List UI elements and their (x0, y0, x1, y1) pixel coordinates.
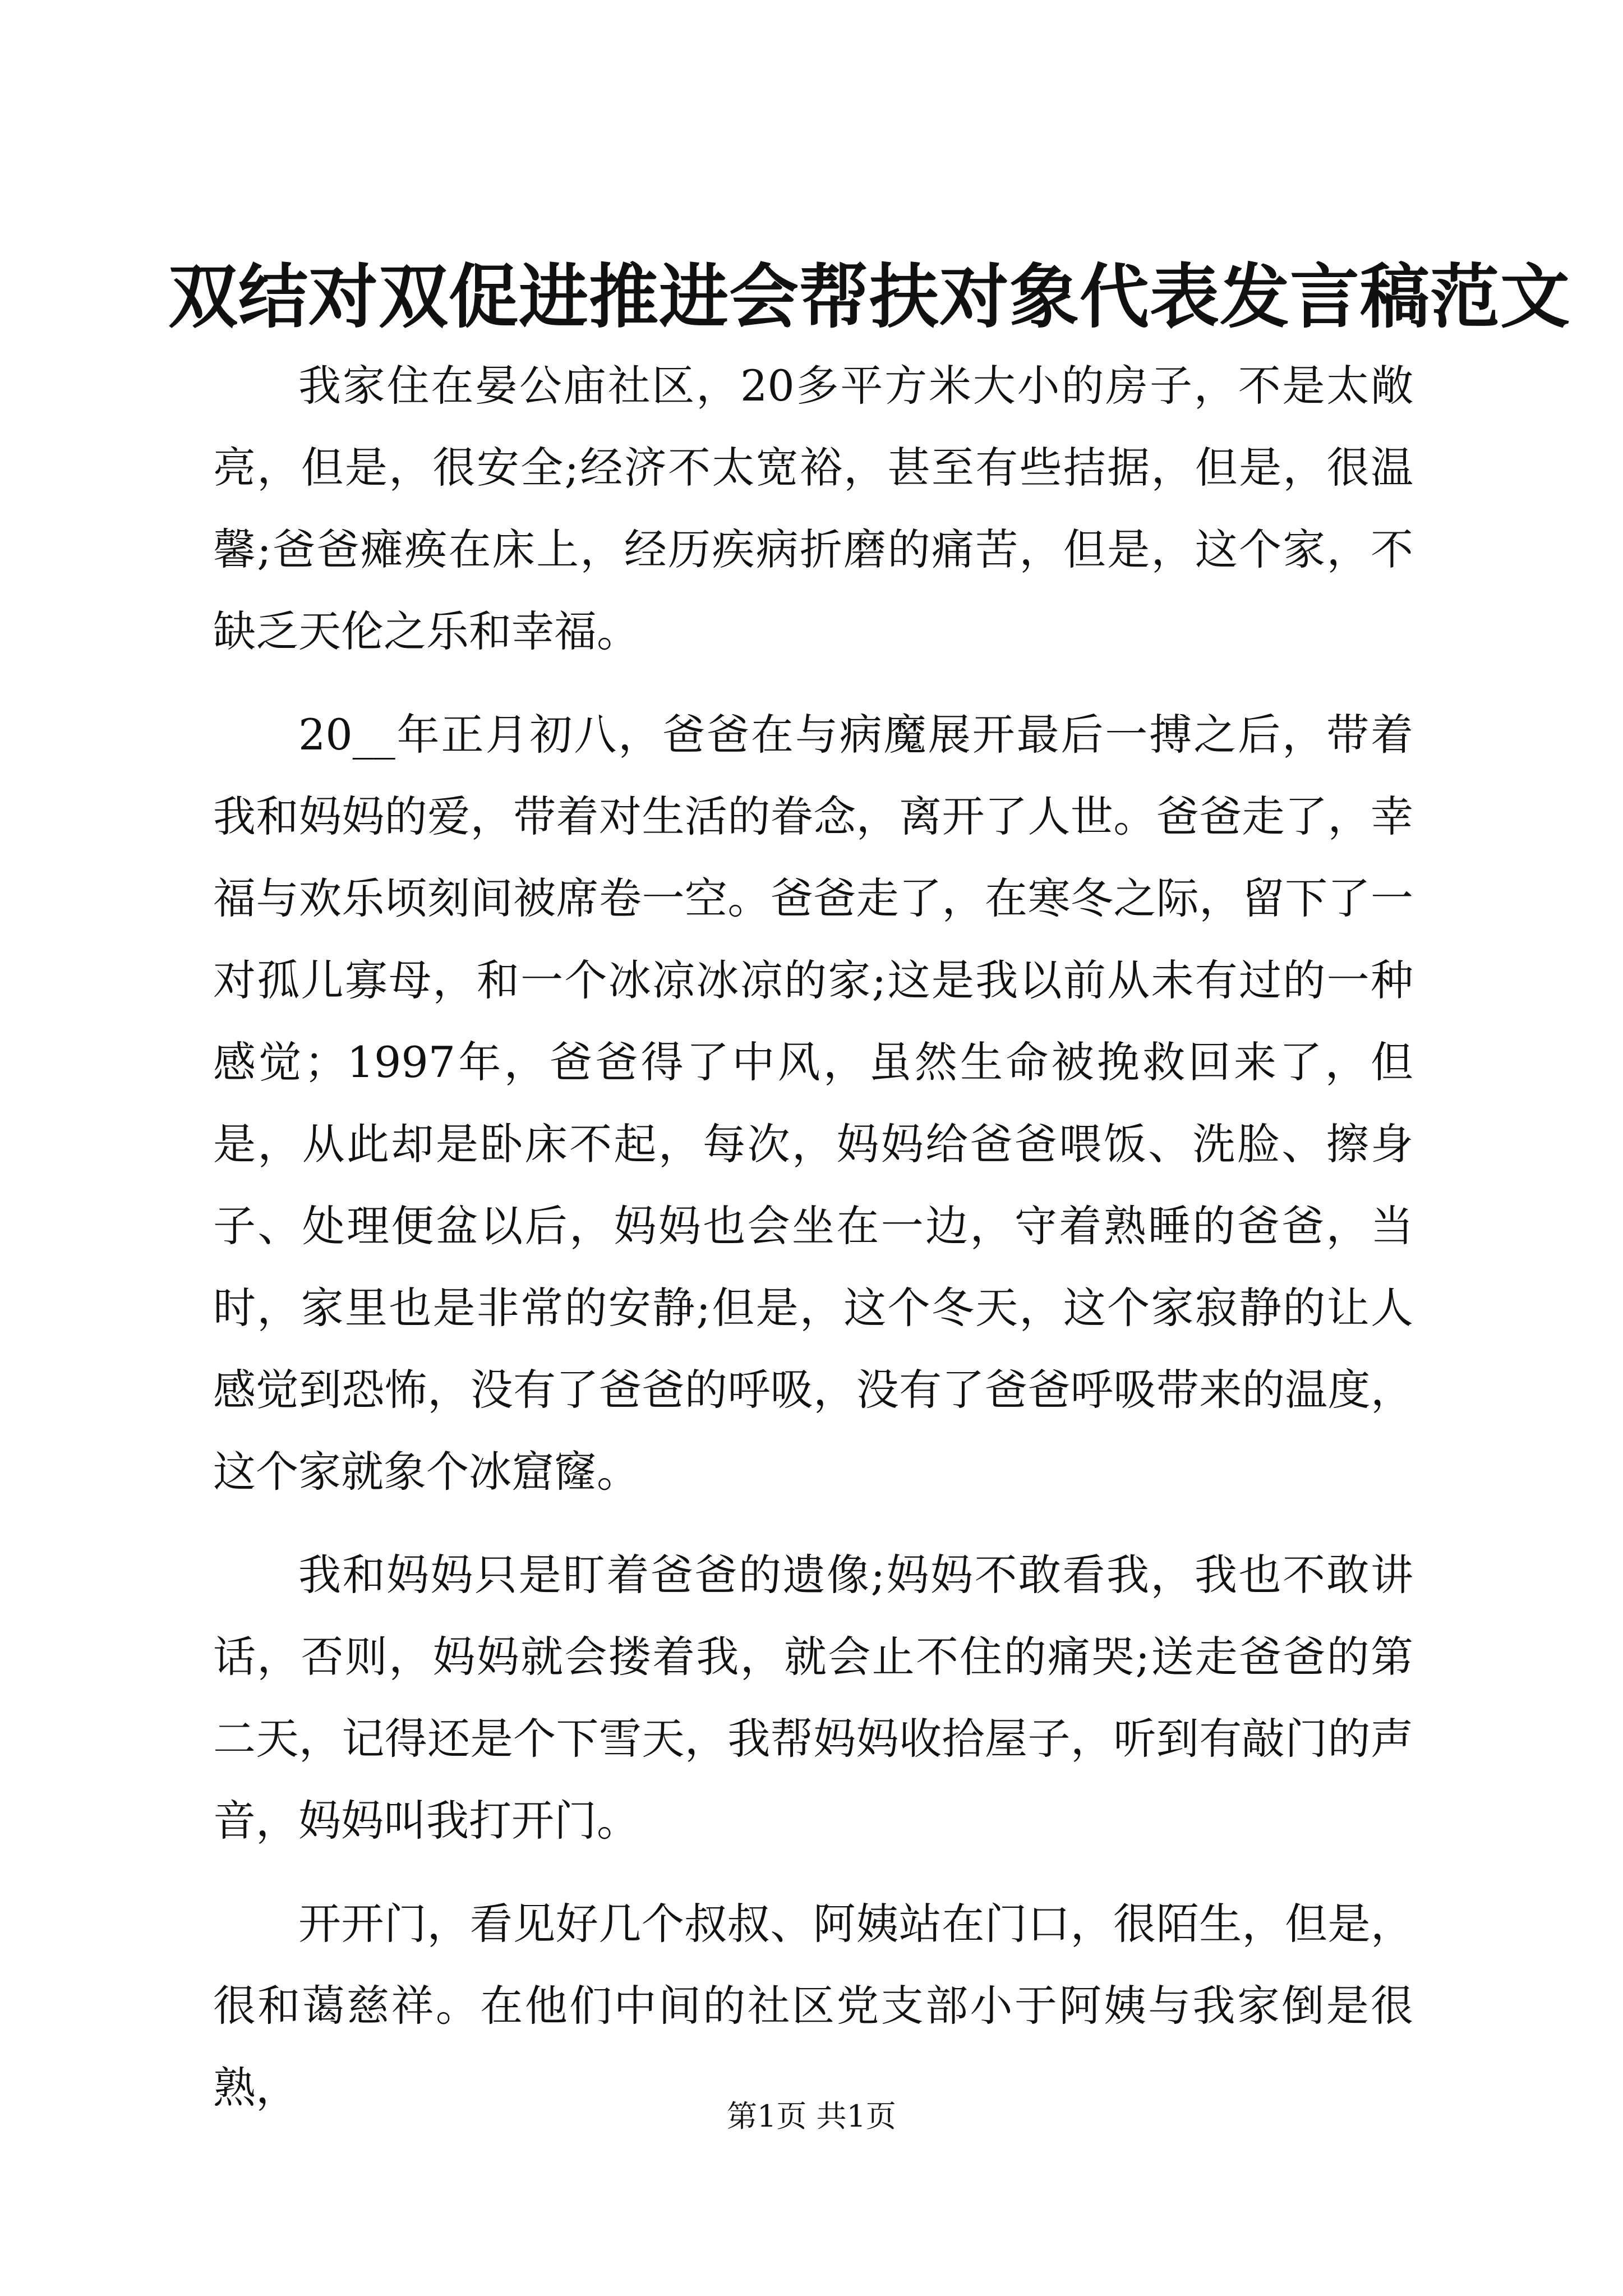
document-body (213, 345, 1413, 2150)
paragraph: 开开门，看见好几个叔叔、阿姨站在门口，很陌生，但是，很和蔼慈祥。在他们中间的社区党支部小于阿姨与我家倒是很熟， (213, 1899, 1413, 2113)
paragraph: 我家住在晏公庙社区，20多平方米大小的房子，不是太敞亮，但是，很安全;经济不太宽裕，甚至有些拮据，但是，很温馨;爸爸瘫痪在床上，经历疾病折磨的痛苦，但是，这个家，不缺乏天伦之乐和幸福。 (213, 361, 1413, 656)
document-title: 双结对双促进推进会帮扶对象代表发言稿范文 (168, 256, 1571, 338)
paragraph: 我和妈妈只是盯着爸爸的遗像;妈妈不敢看我，我也不敢讲话，否则，妈妈就会搂着我，就会止不住的痛哭;送走爸爸的第二天，记得还是个下雪天，我帮妈妈收拾屋子，听到有敲门的声音，妈妈叫我打开门。 (213, 1550, 1413, 1846)
page-footer: 第1页 共1页 (727, 2099, 896, 2134)
paragraph: 20__年正月初八，爸爸在与病魔展开最后一搏之后，带着我和妈妈的爱，带着对生活的眷念，离开了人世。爸爸走了，幸福与欢乐顷刻间被席卷一空。爸爸走了，在寒冬之际，留下了一对孤儿寡母，和一个冰凉冰凉的家;这是我以前从未有过的一种感觉；1997年，爸爸得了中风，虽然生命被挽救回来了，但是，从此却是卧床不起，每次，妈妈给爸爸喂饭、洗脸、擦身子、处理便盆以后，妈妈也会坐在一边，守着熟睡的爸爸，当时，家里也是非常的安静;但是，这个冬天，这个家寂静的让人感觉到恐怖，没有了爸爸的呼吸，没有了爸爸呼吸带来的温度，这个家就象个冰窟窿。 (213, 710, 1413, 1497)
